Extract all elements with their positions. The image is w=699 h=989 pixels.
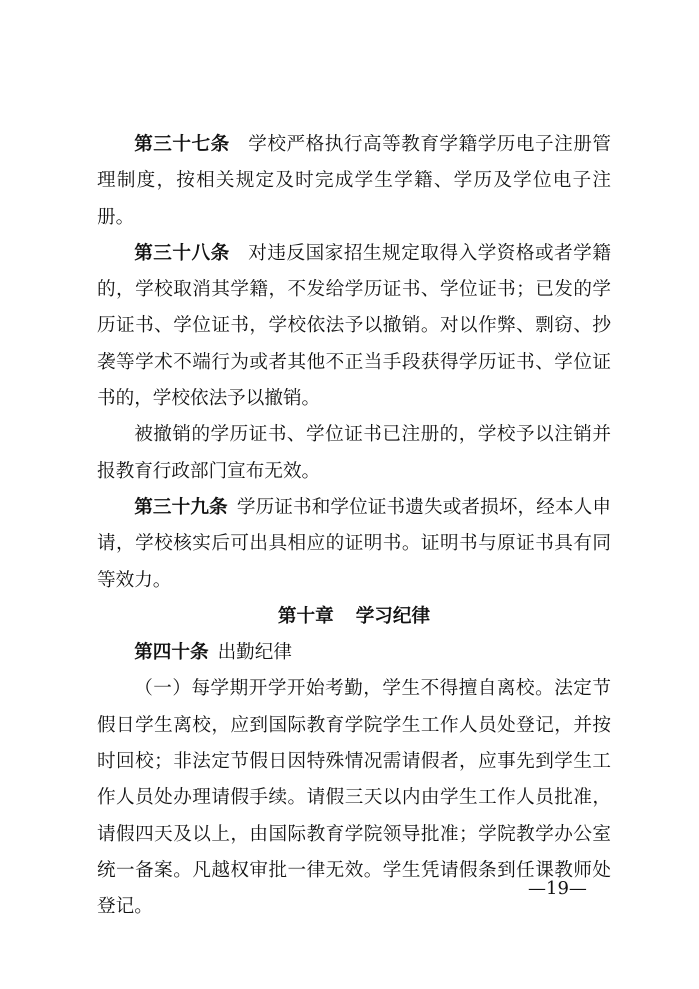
article-39-paragraph [97, 490, 611, 599]
article-38-paragraph [97, 236, 611, 417]
article-37-paragraph [97, 127, 611, 236]
article-40-heading: 第四十条 [134, 642, 209, 664]
page-number: —19— [528, 878, 587, 899]
revoked-certificate-paragraph [97, 417, 611, 490]
article-40-text: 出勤纪律 [217, 642, 292, 664]
article-39-heading: 第三十九条 [134, 496, 228, 518]
article-38-text: 对违反国家招生规定取得入学资格或者学籍的，学校取消其学籍，不发给学历证书、学位证书；已发的学历证书、学位证书，学校依法予以撤销。对以作弊、剽窃、抄袭等学术不端行为或者其他不正当手段获得学历证书、学位证书的，学校依法予以撤销。 [97, 242, 611, 410]
chapter-heading [97, 599, 611, 635]
attendance-rule-text: （一）每学期开学开始考勤，学生不得擅自离校。法定节假日学生离校，应到国际教育学院学生工作人员处登记，并按时回校；非法定节假日因特殊情况需请假者，应事先到学生工作人员处办理请假手续。请假三天以内由学生工作人员批准，请假四天及以上，由国际教育学院领导批准；学院教学办公室统一备案。凡越权审批一律无效。学生凭请假条到任课教师处登记。 [97, 678, 611, 918]
article-37-heading: 第三十七条 [134, 134, 230, 155]
article-37-text: 学校严格执行高等教育学籍学历电子注册管理制度，按相关规定及时完成学生学籍、学历及学位电子注册。 [97, 134, 611, 228]
chapter-title: 学习纪律 [355, 605, 431, 627]
chapter-number: 第十章 [277, 605, 334, 627]
revoked-certificate-text: 被撤销的学历证书、学位证书已注册的，学校予以注销并报教育行政部门宣布无效。 [97, 424, 611, 482]
article-38-heading: 第三十八条 [134, 242, 230, 264]
article-40-paragraph [97, 635, 611, 671]
document-body [97, 127, 611, 926]
article-39-text: 学历证书和学位证书遗失或者损坏，经本人申请，学校核实后可出具相应的证明书。证明书与原证书具有同等效力。 [97, 496, 611, 591]
